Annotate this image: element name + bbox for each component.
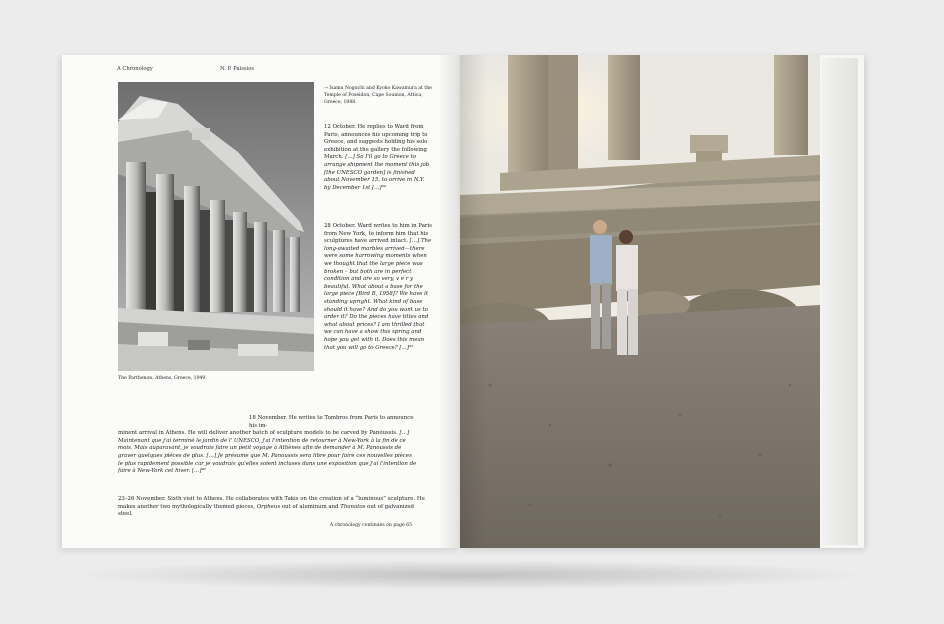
entry-first-line: 18 November. He writes to Tombros from Paris to announce his im- (249, 415, 414, 429)
entry-text: minent arrival in Athens. He will deliver another batch of sculpture models to be carved by Panoussis. (118, 430, 398, 437)
entry-quote: […] So I'll go to Greece to arrange shipment the moment this job [the UNESCO garden] is finished about November 15, to arrive in N.Y. by December 1st […]³⁴ (324, 154, 430, 191)
entry-text: 28 October. Ward writes to him in Paris from New York, to inform him that his sculptures have arrived intact. (324, 223, 432, 245)
entry-quote: […] The long-awaited marbles arrived—there were some harrowing moments when we thought that the large piece was broken – but both are in perfect condition and are so very, v e r y beautiful. What about a base for the large piece [Bird B, 1958]? We have it standing upright. What kind of base should it have? And do you want us to order it? Do the pieces have titles and what about prices? I am thrilled that we can have a show this spring and hope you get with it. Does this mean that you will go to Greece? […]³⁵ (324, 238, 432, 351)
figure-woman (616, 230, 638, 355)
book-shadow (70, 560, 870, 590)
work-title-orpheus: Orpheus (256, 503, 281, 510)
entry-text: 12 October. He replies to Ward from Paris, announces his upcoming trip to Greece, and suggests holding his solo exhibition at the gallery the following March. (324, 124, 428, 161)
entry-text: out of aluminum and (281, 503, 339, 510)
temple-of-poseidon-photo (460, 55, 820, 548)
entry-18-november (118, 415, 418, 476)
running-head-author: N. P. Paissios (220, 66, 255, 72)
parthenon-caption: The Parthenon, Athens, Greece, 1949. (118, 376, 207, 381)
page-edge (822, 58, 858, 545)
running-head-left: A Chronology (117, 66, 153, 72)
entry-23-26-november (118, 496, 428, 519)
continues-note: A chronology continues on page 65 (329, 523, 412, 528)
entry-28-october (324, 223, 432, 352)
cover-photo-caption: → Isamu Noguchi and Kyoko Kawamura at the Temple of Poseidon, Cape Sounion, Attica, Greece, 1988. (324, 86, 432, 105)
entry-text: 23–26 November. Sixth visit to Athens. He collaborates with Takis on the creation of a “luminous” sculpture. He makes another two mythologically themed pieces, (118, 496, 425, 510)
left-page (62, 55, 460, 548)
parthenon-photo (118, 82, 314, 371)
entry-12-october (324, 124, 432, 192)
entry-quote: […] Maintenant que j'ai terminé le jardin de l' UNESCO, j'ai l'intention de retourner à New-York à la fin de ce mois. Mais auparavant, je voudrais faire un petit voyage à Athènes afin de demander à M. Panoussis de graver quelques pièces de plus. […] Je présume que M. Panoussis sera libre pour faire ces nouvelles pièces le plus rapidement possible car je voudrais qu'elles soient incluses dans une exposition que j'ai l'intention de faire à New-York cet hiver. […]³⁶ (118, 430, 417, 475)
entry-text: out of galvanized steel. (118, 503, 415, 518)
right-page (460, 55, 864, 548)
work-title-thanatos: Thanatos (340, 503, 366, 510)
